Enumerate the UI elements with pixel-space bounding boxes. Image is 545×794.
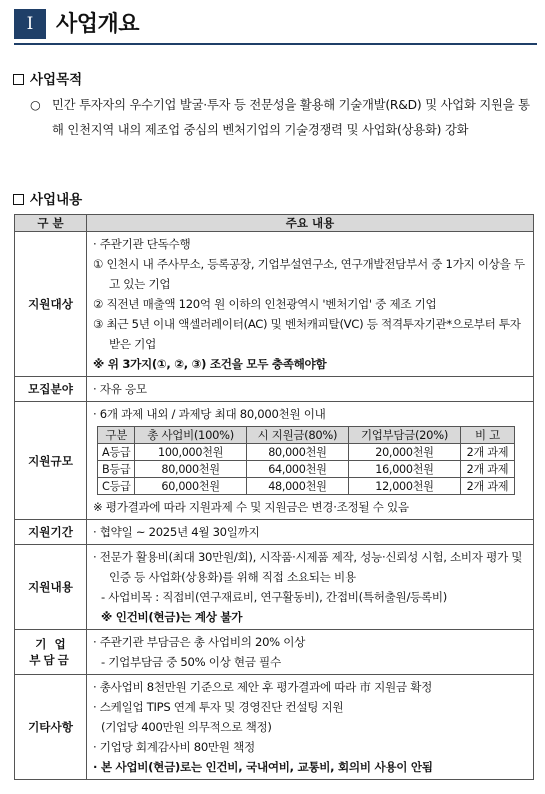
- grade-cell: A등급: [98, 444, 135, 461]
- table-row: [15, 675, 534, 780]
- target-content: [87, 232, 534, 377]
- row-label-field: 모집분야: [15, 377, 87, 402]
- scale-intro: · 6개 과제 내외 / 과제당 최대 80,000천원 이내: [93, 407, 326, 421]
- grade-col-header: 구분: [98, 427, 135, 444]
- checkbox-square-icon: [13, 194, 24, 205]
- section-header: [8, 7, 533, 43]
- table-row: [15, 545, 534, 630]
- purpose-heading-text: 사업목적: [30, 72, 83, 88]
- grade-cell: B등급: [98, 461, 135, 478]
- period-content: · 협약일 ~ 2025년 4월 30일까지: [87, 520, 534, 545]
- support-content: [87, 545, 534, 630]
- grade-col-header: 총 사업비(100%): [135, 427, 246, 444]
- etc-line: · 총사업비 8천만원 기준으로 제안 후 평가결과에 따라 市 지원금 확정: [93, 680, 432, 694]
- section-number-badge: I: [14, 9, 46, 39]
- grade-col-header: 비 고: [460, 427, 514, 444]
- grade-cell: 20,000천원: [349, 444, 461, 461]
- target-line: · 주관기관 단독수행: [93, 237, 191, 251]
- purpose-text: 민간 투자자의 우수기업 발굴·투자 등 전문성을 활용해 기술개발(R&D) 및 사업화 지원을 통해 인천지역 내의 제조업 중심의 벤처기업의 기술경쟁력 및 사업화(상용화) 강화: [52, 98, 530, 137]
- support-note: ※ 인건비(현금)는 계상 불가: [101, 610, 243, 624]
- grade-cell: 16,000천원: [349, 461, 461, 478]
- grade-cell: 80,000천원: [246, 444, 348, 461]
- grade-cell: 60,000천원: [135, 478, 246, 495]
- grade-cell: C등급: [98, 478, 135, 495]
- section-title: 사업개요: [56, 12, 140, 37]
- burden-line: · 주관기관 부담금은 총 사업비의 20% 이상: [93, 635, 306, 649]
- table-header-row: [15, 215, 534, 232]
- grade-cell: 80,000천원: [135, 461, 246, 478]
- row-label-period: 지원기간: [15, 520, 87, 545]
- purpose-heading: [13, 68, 82, 88]
- target-line: ② 직전년 매출액 120억 원 이하의 인천광역시 '벤처기업' 중 제조 기업: [93, 297, 437, 311]
- field-content: · 자유 응모: [87, 377, 534, 402]
- table-row: [15, 232, 534, 377]
- burden-label-line: 기 업: [35, 637, 66, 651]
- table-row: [15, 630, 534, 675]
- grade-cell: 12,000천원: [349, 478, 461, 495]
- header-underline: [14, 43, 537, 45]
- grade-table-header: [98, 427, 515, 444]
- grade-cell: 2개 과제: [460, 461, 514, 478]
- burden-content: [87, 630, 534, 675]
- target-line: ① 인천시 내 주사무소, 등록공장, 기업부설연구소, 연구개발전담부서 중 1가지 이상을 두고 있는 기업: [93, 257, 525, 291]
- burden-label-line: 부담금: [29, 653, 72, 667]
- row-label-scale: 지원규모: [15, 402, 87, 520]
- grade-cell: 64,000천원: [246, 461, 348, 478]
- grade-col-header: 기업부담금(20%): [349, 427, 461, 444]
- col-header-content: 주요 내용: [87, 215, 534, 232]
- table-row: [15, 402, 534, 520]
- checkbox-square-icon: [13, 74, 24, 85]
- col-header-category: 구 분: [15, 215, 87, 232]
- row-label-burden: [15, 630, 87, 675]
- row-label-support: 지원내용: [15, 545, 87, 630]
- purpose-paragraph: [30, 93, 535, 143]
- grade-cell: 48,000천원: [246, 478, 348, 495]
- grade-table: [97, 426, 515, 495]
- etc-content: [87, 675, 534, 780]
- grade-cell: 2개 과제: [460, 444, 514, 461]
- grade-row: [98, 444, 515, 461]
- burden-line: - 기업부담금 중 50% 이상 현금 필수: [101, 655, 281, 669]
- grade-cell: 100,000천원: [135, 444, 246, 461]
- grade-row: [98, 461, 515, 478]
- etc-line: · 스케일업 TIPS 연계 투자 및 경영진단 컨설팅 지원: [93, 700, 344, 714]
- table-row: [15, 377, 534, 402]
- etc-line: (기업당 400만원 의무적으로 책정): [101, 720, 272, 734]
- target-line: ③ 최근 5년 이내 액셀러레이터(AC) 및 벤처캐피탈(VC) 등 적격투자기관*으로부터 투자받은 기업: [93, 317, 521, 351]
- content-heading: [13, 188, 82, 208]
- program-table: [14, 214, 534, 780]
- row-label-etc: 기타사항: [15, 675, 87, 780]
- etc-note: · 본 사업비(현금)로는 인건비, 국내여비, 교통비, 회의비 사용이 안됨: [93, 760, 433, 774]
- support-line: - 사업비목 : 직접비(연구재료비, 연구활동비), 간접비(특허출원/등록비): [101, 590, 447, 604]
- grade-row: [98, 478, 515, 495]
- table-row: [15, 520, 534, 545]
- row-label-target: 지원대상: [15, 232, 87, 377]
- scale-content: [87, 402, 534, 520]
- grade-col-header: 시 지원금(80%): [246, 427, 348, 444]
- content-heading-text: 사업내용: [30, 192, 83, 208]
- support-line: · 전문가 활용비(최대 30만원/회), 시작품·시제품 제작, 성능·신뢰성 시험, 소비자 평가 및 인증 등 사업화(상용화)를 위해 직접 소요되는 비용: [93, 550, 523, 584]
- etc-line: · 기업당 회계감사비 80만원 책정: [93, 740, 255, 754]
- target-note: ※ 위 3가지(①, ②, ③) 조건을 모두 충족해야함: [93, 357, 327, 371]
- scale-note: ※ 평가결과에 따라 지원과제 수 및 지원금은 변경·조정될 수 있음: [93, 500, 409, 514]
- circle-bullet-icon: ○: [30, 98, 41, 112]
- grade-cell: 2개 과제: [460, 478, 514, 495]
